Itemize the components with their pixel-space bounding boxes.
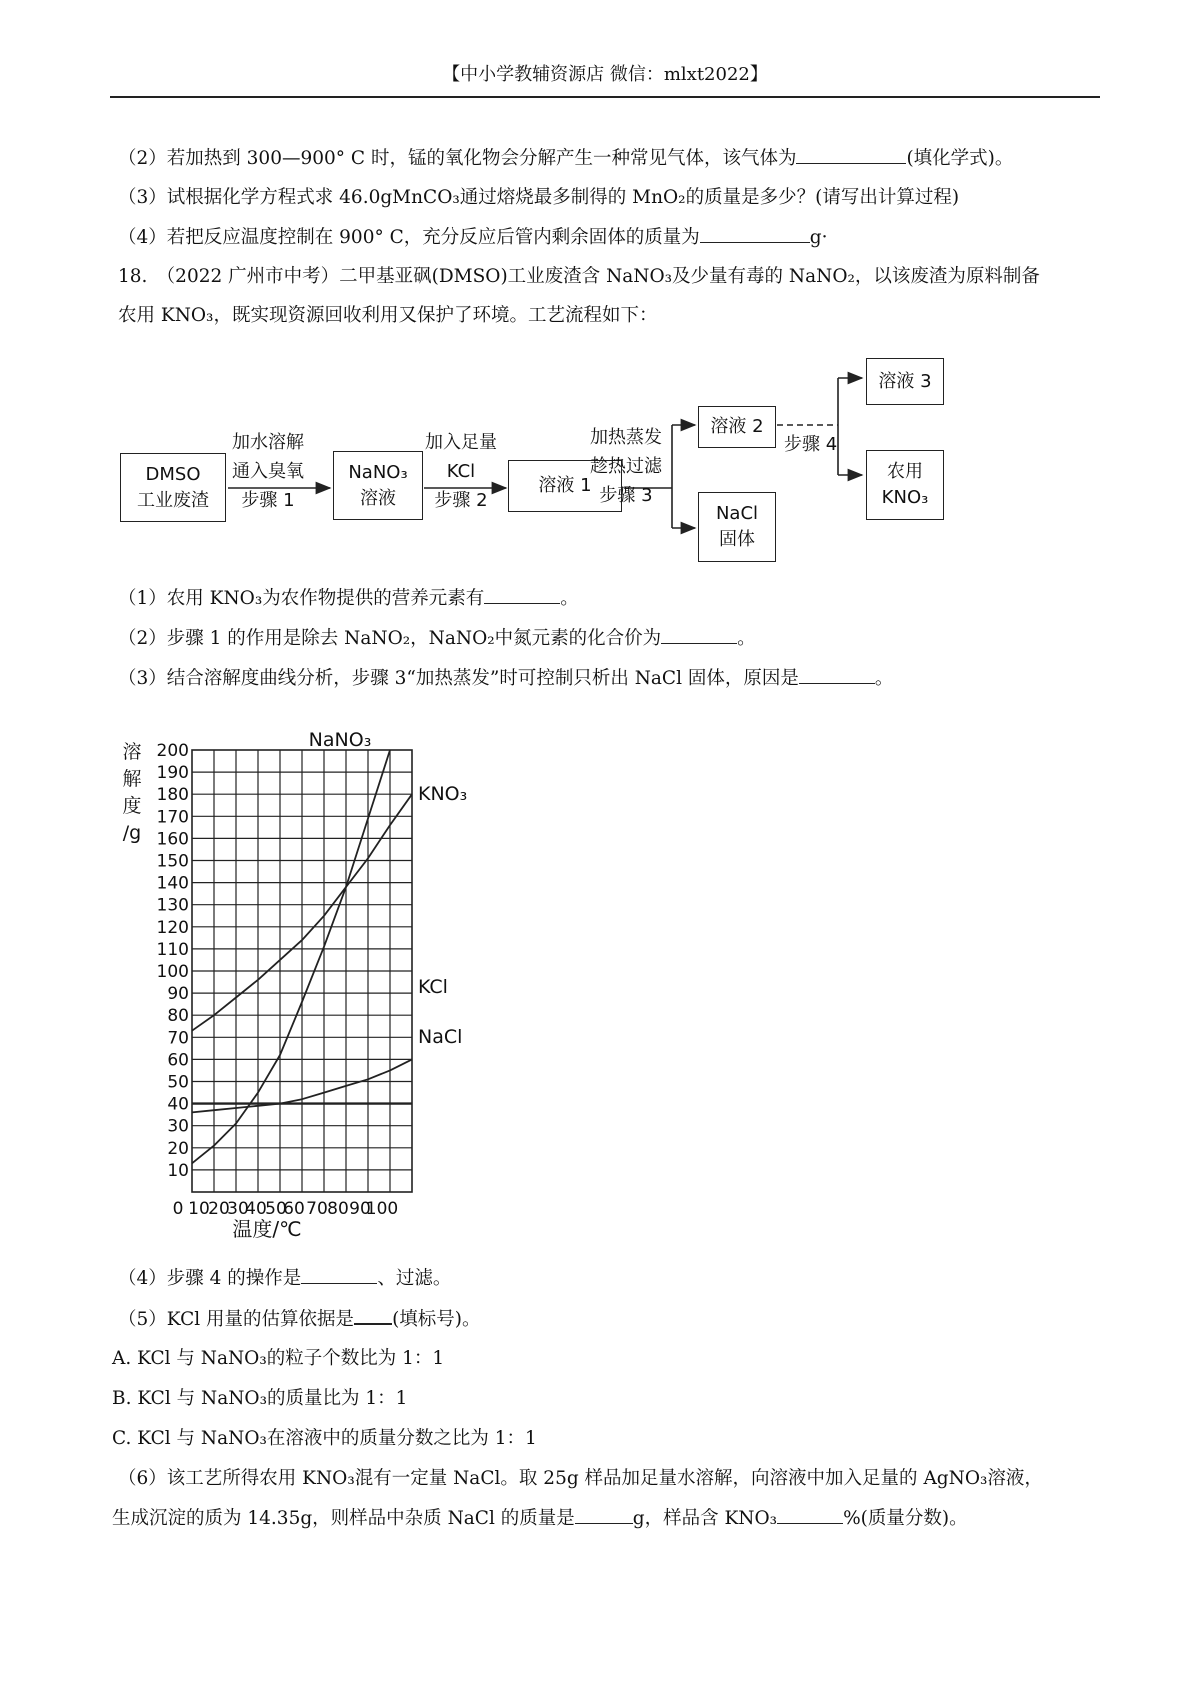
answer-blank[interactable] xyxy=(354,1305,392,1325)
y-tick-label: 190 xyxy=(156,763,189,784)
answer-blank[interactable] xyxy=(799,665,875,684)
q18-part5 xyxy=(118,1305,481,1334)
y-tick-label: 200 xyxy=(156,741,189,761)
q18-part4 xyxy=(118,1265,451,1293)
x-tick-label: 10 xyxy=(188,1199,210,1219)
y-tick-label: 180 xyxy=(156,785,189,806)
step2-label: 加入足量 KCl 步骤 2 xyxy=(425,432,497,511)
x-tick-label: 50 xyxy=(265,1199,287,1219)
solution2-box: 溶液 2 xyxy=(698,406,776,448)
q18-part6-text-b: g，样品含 KNO₃ xyxy=(632,1508,778,1529)
series-label: NaCl xyxy=(418,1026,463,1048)
x-tick-label: 70 xyxy=(306,1199,328,1219)
q17-part2-text: （2）若加热到 300—900° C 时，锰的氧化物会分解产生一种常见气体，该气体为 xyxy=(118,148,797,169)
q18-part2-text: （2）步骤 1 的作用是除去 NaNO₂，NaNO₂中氮元素的化合价为 xyxy=(118,628,662,649)
step4-label: 步骤 4 xyxy=(784,434,838,455)
q17-part4-tail: g· xyxy=(809,227,828,248)
solution1-box: 溶液 1 xyxy=(508,460,622,512)
nano3-solution-box: NaNO₃ 溶液 xyxy=(333,451,423,520)
y-tick-label: 150 xyxy=(156,851,189,872)
answer-blank[interactable] xyxy=(777,1505,843,1524)
q18-part6-line1: （6）该工艺所得农用 KNO₃混有一定量 NaCl。取 25g 样品加足量水溶解，向溶液中加入足量的 AgNO₃溶液， xyxy=(118,1468,1043,1489)
answer-blank[interactable] xyxy=(661,625,737,644)
y-tick-label: 140 xyxy=(156,873,189,894)
x-tick-label: 90 xyxy=(349,1199,371,1219)
q17-part2-tail: (填化学式)。 xyxy=(906,148,1014,169)
y-tick-label: 130 xyxy=(156,895,189,916)
solution3-box: 溶液 3 xyxy=(866,358,944,405)
x-tick-label: 40 xyxy=(245,1199,267,1219)
q18-part4-tail: 、过滤。 xyxy=(377,1268,452,1289)
q18-part4-text: （4）步骤 4 的操作是 xyxy=(118,1268,302,1289)
q18-intro-line1: 18. （2022 广州市中考）二甲基亚砜(DMSO)工业废渣含 NaNO₃及少量有毒的 NaNO₂，以该废渣为原料制备 xyxy=(118,266,1040,287)
q18-part5-text: （5）KCl 用量的估算依据是 xyxy=(118,1309,355,1330)
y-tick-label: 10 xyxy=(167,1160,189,1181)
q18-part1 xyxy=(118,585,579,613)
option-c: C. KCl 与 NaNO₃在溶液中的质量分数之比为 1：1 xyxy=(112,1428,537,1449)
q17-part4-text: （4）若把反应温度控制在 900° C，充分反应后管内剩余固体的质量为 xyxy=(118,227,700,248)
q18-part6-text-c: %(质量分数)。 xyxy=(843,1508,968,1529)
y-tick-label: 90 xyxy=(167,984,189,1005)
solubility-chart xyxy=(120,725,468,1241)
y-tick-label: 120 xyxy=(156,917,189,938)
x-tick-label: 20 xyxy=(208,1199,230,1219)
step3-label: 加热蒸发 趁热过滤 步骤 3 xyxy=(590,427,662,506)
kno3-product-box: 农用 KNO₃ xyxy=(866,450,944,520)
header-rule xyxy=(110,96,1100,98)
q18-intro-line2: 农用 KNO₃，既实现资源回收利用又保护了环境。工艺流程如下： xyxy=(118,305,658,326)
answer-blank[interactable] xyxy=(484,585,560,604)
y-axis-label: 度 xyxy=(122,795,142,817)
y-axis-label: /g xyxy=(122,822,142,844)
x-tick-label: 80 xyxy=(327,1199,349,1219)
answer-blank[interactable] xyxy=(700,224,810,243)
y-tick-label: 80 xyxy=(167,1006,189,1027)
y-tick-label: 160 xyxy=(156,829,189,850)
x-tick-label: 0 xyxy=(172,1199,184,1219)
page-header: 【中小学教辅资源店 微信：mlxt2022】 xyxy=(442,64,768,85)
q18-part5-tail: (填标号)。 xyxy=(392,1309,481,1330)
q18-part6-line2 xyxy=(112,1505,968,1533)
q18-part1-tail: 。 xyxy=(560,588,579,609)
q17-part4 xyxy=(118,224,827,252)
x-tick-label: 30 xyxy=(227,1199,249,1219)
q17-part3: （3）试根据化学方程式求 46.0gMnCO₃通过熔烧最多制得的 MnO₂的质量是多少？(请写出计算过程) xyxy=(118,187,960,208)
x-tick-label: 60 xyxy=(283,1199,305,1219)
y-axis-label: 解 xyxy=(122,768,142,790)
series-label: KNO₃ xyxy=(418,783,468,805)
series-label: KCl xyxy=(418,976,448,998)
nacl-solid-box: NaCl 固体 xyxy=(698,492,776,562)
y-tick-label: 20 xyxy=(167,1138,189,1159)
q18-part3-tail: 。 xyxy=(874,668,894,689)
option-b: B. KCl 与 NaNO₃的质量比为 1：1 xyxy=(112,1388,408,1409)
y-tick-label: 60 xyxy=(167,1050,189,1071)
x-axis-label: 温度/℃ xyxy=(232,1217,302,1241)
q18-part1-text: （1）农用 KNO₃为农作物提供的营养元素有 xyxy=(118,588,485,609)
y-tick-label: 70 xyxy=(167,1028,189,1049)
q18-part3 xyxy=(118,665,893,693)
q18-part6-text-a: 生成沉淀的质为 14.35g，则样品中杂质 NaCl 的质量是 xyxy=(112,1508,575,1529)
y-tick-label: 110 xyxy=(156,939,189,960)
y-tick-label: 50 xyxy=(167,1072,189,1093)
y-axis-label: 溶 xyxy=(122,741,142,763)
x-tick-label: 100 xyxy=(365,1199,399,1219)
q17-part2 xyxy=(118,145,1013,173)
y-tick-label: 40 xyxy=(167,1094,189,1115)
q18-part2-tail: 。 xyxy=(737,628,756,649)
series-label: NaNO₃ xyxy=(308,729,372,751)
answer-blank[interactable] xyxy=(301,1265,377,1284)
y-tick-label: 100 xyxy=(156,962,189,982)
answer-blank[interactable] xyxy=(796,145,906,164)
y-tick-label: 30 xyxy=(167,1116,189,1137)
option-a: A. KCl 与 NaNO₃的粒子个数比为 1：1 xyxy=(112,1348,445,1369)
q18-part2 xyxy=(118,625,756,653)
q18-part3-text: （3）结合溶解度曲线分析，步骤 3“加热蒸发”时可控制只析出 NaCl 固体，原因是 xyxy=(118,668,799,689)
dmso-waste-box: DMSO 工业废渣 xyxy=(120,453,226,522)
answer-blank[interactable] xyxy=(575,1505,633,1524)
step1-label: 加水溶解 通入臭氧 步骤 1 xyxy=(232,432,304,511)
y-tick-label: 170 xyxy=(156,807,189,828)
